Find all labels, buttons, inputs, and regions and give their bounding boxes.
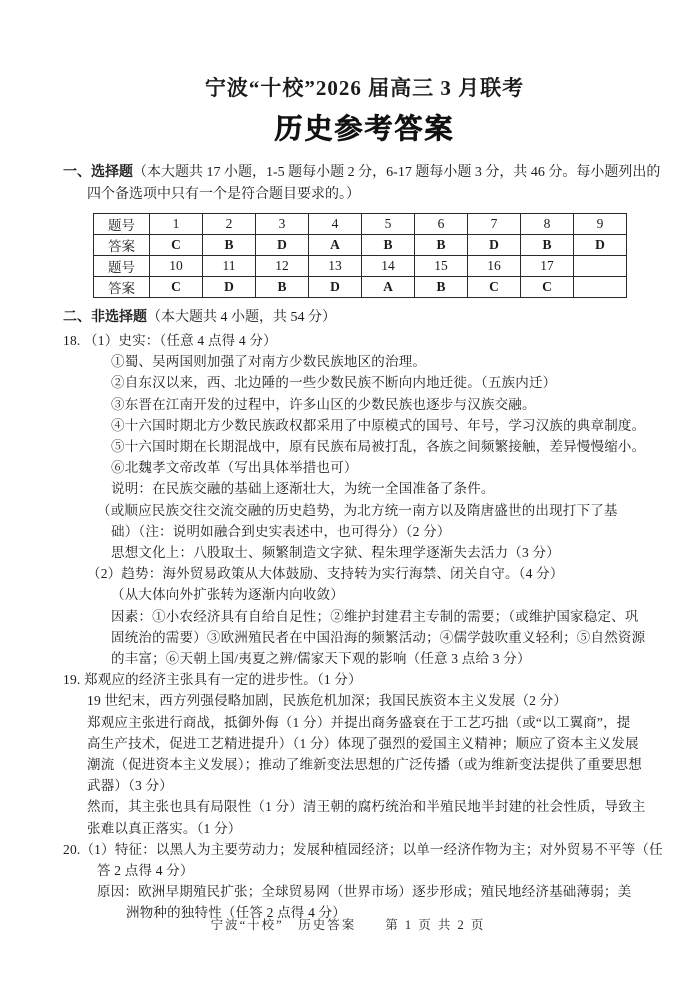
table-cell: B xyxy=(415,277,468,298)
table-row xyxy=(94,235,627,256)
table-cell: A xyxy=(362,277,415,298)
answer-line: 潮流（促进资本主义发展）；推动了维新变法思想的广泛传播（或为维新变法提供了重要思想 xyxy=(87,757,642,773)
answer-line: （从大体向外扩张转为逐渐内向收敛） xyxy=(111,587,344,603)
table-cell: D xyxy=(203,277,256,298)
table-row xyxy=(94,256,627,277)
table-cell xyxy=(574,277,627,298)
table-cell: 15 xyxy=(415,256,468,277)
table-cell: 题号 xyxy=(94,256,150,277)
table-row xyxy=(94,214,627,235)
answer-line: 张难以真正落实。（1 分） xyxy=(87,820,242,836)
answer-line: （2）趋势：海外贸易政策从大体鼓励、支持转为实行海禁、闭关自守。（4 分） xyxy=(87,566,564,582)
table-cell: 题号 xyxy=(94,214,150,235)
table-cell: 9 xyxy=(574,214,627,235)
answer-line: 的丰富；⑥天朝上国/夷夏之辨/儒家天下观的影响（任意 3 点给 3 分） xyxy=(111,651,531,667)
page-title: 历史参考答案 xyxy=(274,114,455,145)
answer-line: 然而，其主张也具有局限性（1 分）清王朝的腐朽统治和半殖民地半封建的社会性质，导致主 xyxy=(87,799,646,815)
answer-line: 说明：在民族交融的基础上逐渐壮大，为统一全国准备了条件。 xyxy=(111,481,495,497)
table-cell: 7 xyxy=(468,214,521,235)
answer-line: 固统治的需要）③欧洲殖民者在中国沿海的频繁活动；④儒学鼓吹重义轻利；⑤自然资源 xyxy=(111,629,646,645)
answer-line: ①蜀、吴两国则加强了对南方少数民族地区的治理。 xyxy=(111,354,427,370)
answer-line: ⑤十六国时期在长期混战中，原有民族布局被打乱，各族之间频繁接触，差异慢慢缩小。 xyxy=(111,439,646,455)
section1-heading-line2: 四个备选项中只有一个是符合题目要求的。） xyxy=(87,187,360,202)
answer-line: 础）（注：说明如融合到史实表述中，也可得分）（2 分） xyxy=(111,523,451,539)
answer-line: ②自东汉以来，西、北边陲的一些少数民族不断向内地迁徙。（五族内迁） xyxy=(111,375,557,391)
answer-line: 洲物种的独特性（任答 2 点得 4 分） xyxy=(126,905,346,921)
section1-heading xyxy=(63,162,666,184)
table-cell: 答案 xyxy=(94,277,150,298)
table-cell: 3 xyxy=(256,214,309,235)
table-cell: B xyxy=(203,235,256,256)
answer-line: 思想文化上：八股取士、频繁制造文字狱、程朱理学逐渐失去活力（3 分） xyxy=(111,545,560,561)
table-cell: 2 xyxy=(203,214,256,235)
table-cell: C xyxy=(521,277,574,298)
table-cell: 8 xyxy=(521,214,574,235)
table-cell: B xyxy=(362,235,415,256)
section1-heading-desc: （本大题共 17 小题，1-5 题每小题 2 分，6-17 题每小题 3 分，共 46 分。每小题列出的 xyxy=(133,165,661,180)
answer-line: ④十六国时期北方少数民族政权都采用了中原模式的国号、年号，学习汉族的典章制度。 xyxy=(111,417,646,433)
table-cell: B xyxy=(256,277,309,298)
answer-line: 原因：欧洲早期殖民扩张；全球贸易网（世界市场）逐步形成；殖民地经济基础薄弱；美 xyxy=(97,884,632,900)
table-cell: C xyxy=(468,277,521,298)
table-cell: C xyxy=(150,277,203,298)
answer-line: 武器）（3 分） xyxy=(87,778,173,794)
table-cell: 14 xyxy=(362,256,415,277)
table-cell: A xyxy=(309,235,362,256)
answer-line: 高生产技术，促进工艺精进提升）（1 分）体现了强烈的爱国主义精神；顺应了资本主义发展 xyxy=(87,735,639,751)
section2-heading xyxy=(63,307,666,329)
section2-heading-desc: （本大题共 4 小题，共 54 分） xyxy=(147,310,336,325)
answer-line: ③东晋在江南开发的过程中，许多山区的少数民族也逐步与汉族交融。 xyxy=(111,396,536,412)
answer-line-q18: 18. （1）史实：（任意 4 点得 4 分） xyxy=(63,333,277,348)
section2-heading-label: 二、非选择题 xyxy=(63,310,147,325)
table-cell: 13 xyxy=(309,256,362,277)
answer-line: 郑观应主张进行商战，抵御外侮（1 分）并提出商务盛衰在于工艺巧拙（或“以工翼商”，提 xyxy=(87,714,631,730)
answer-line-q19: 19. 郑观应的经济主张具有一定的进步性。（1 分） xyxy=(63,672,362,688)
table-cell: 17 xyxy=(521,256,574,277)
table-cell: B xyxy=(415,235,468,256)
answer-line: ⑥北魏孝文帝改革（写出具体举措也可） xyxy=(111,460,358,476)
table-cell: 6 xyxy=(415,214,468,235)
answer-line: （或顺应民族交往交流交融的历史趋势，为北方统一南方以及隋唐盛世的出现打下了基 xyxy=(97,502,618,518)
table-cell: 1 xyxy=(150,214,203,235)
answer-line-q20: 20.（1）特征：以黑人为主要劳动力；发展种植园经济；以单一经济作物为主；对外贸易不平等（任 xyxy=(63,841,663,857)
table-cell: 16 xyxy=(468,256,521,277)
table-cell: 5 xyxy=(362,214,415,235)
table-cell: 12 xyxy=(256,256,309,277)
table-cell: B xyxy=(521,235,574,256)
table-cell: D xyxy=(309,277,362,298)
table-cell xyxy=(574,256,627,277)
table-cell: D xyxy=(468,235,521,256)
page-footer: 宁波“十校” 历史答案 第 1 页 共 2 页 xyxy=(210,918,486,932)
table-cell: D xyxy=(256,235,309,256)
table-cell: C xyxy=(150,235,203,256)
exam-title: 宁波“十校”2026 届高三 3 月联考 xyxy=(204,76,525,100)
table-cell: 答案 xyxy=(94,235,150,256)
answer-line: 因素：①小农经济具有自给自足性；②维护封建君主专制的需要；（或维护国家稳定、巩 xyxy=(111,608,639,624)
answer-line: 答 2 点得 4 分） xyxy=(97,863,194,879)
table-cell: 11 xyxy=(203,256,256,277)
answer-line: 19 世纪末，西方列强侵略加剧，民族危机加深；我国民族资本主义发展（2 分） xyxy=(87,693,568,709)
table-cell: 4 xyxy=(309,214,362,235)
answers-body xyxy=(63,330,666,924)
table-cell: 10 xyxy=(150,256,203,277)
table-row xyxy=(94,277,627,298)
section1-heading-label: 一、选择题 xyxy=(63,165,133,180)
answer-table xyxy=(93,213,627,298)
table-cell: D xyxy=(574,235,627,256)
